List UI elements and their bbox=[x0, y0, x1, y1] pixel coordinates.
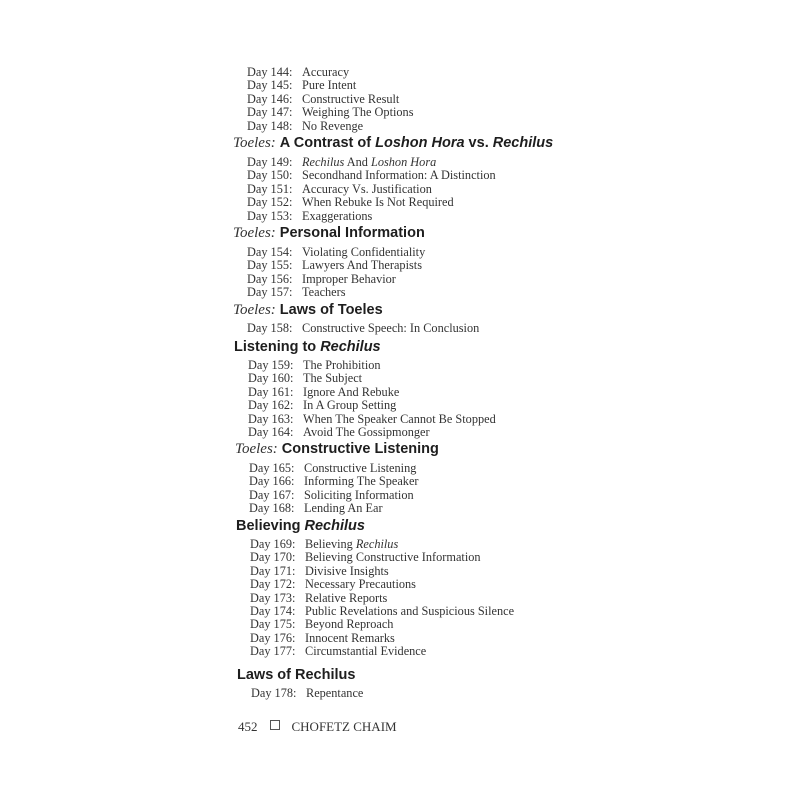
entry-title bbox=[303, 385, 399, 399]
toc-entry[interactable] bbox=[247, 93, 399, 106]
toc-entry[interactable] bbox=[249, 502, 383, 515]
toc-entry[interactable] bbox=[250, 645, 426, 658]
toc-entry[interactable] bbox=[248, 386, 399, 399]
day-number: Day 144: bbox=[247, 65, 293, 79]
text-run: Accuracy Vs. Justification bbox=[302, 181, 432, 196]
text-run: A Contrast of bbox=[279, 135, 376, 151]
text-run: vs. bbox=[464, 135, 493, 151]
text-run: Relative Reports bbox=[305, 590, 388, 605]
entry-title bbox=[305, 537, 398, 551]
entry-title bbox=[303, 358, 381, 372]
text-run: When Rebuke Is Not Required bbox=[302, 195, 454, 210]
section-heading bbox=[233, 301, 383, 319]
toc-entry[interactable] bbox=[247, 66, 349, 79]
entry-title bbox=[303, 425, 430, 439]
italic-text: Rechilus bbox=[355, 537, 399, 551]
toc-entry[interactable] bbox=[248, 372, 362, 385]
text-run: Pure Intent bbox=[302, 78, 357, 93]
italic-text: Rechilus bbox=[304, 518, 365, 534]
text-run: Laws of Toeles bbox=[279, 302, 383, 318]
section-heading bbox=[233, 224, 425, 242]
entry-title bbox=[305, 631, 395, 645]
entry-title bbox=[304, 461, 416, 475]
day-number: Day 158: bbox=[247, 321, 293, 335]
page-number: 452 bbox=[238, 719, 258, 734]
text-run: Circumstantial Evidence bbox=[305, 644, 427, 659]
text-run: Innocent Remarks bbox=[305, 630, 395, 645]
toc-entry[interactable] bbox=[249, 489, 414, 502]
day-number: Day 154: bbox=[247, 245, 293, 259]
entry-title bbox=[304, 501, 383, 515]
section-heading bbox=[235, 440, 439, 458]
text-run: In A Group Setting bbox=[303, 398, 397, 413]
section-heading bbox=[236, 517, 365, 535]
day-number: Day 177: bbox=[250, 644, 296, 659]
day-number: Day 169: bbox=[250, 537, 296, 551]
entry-title bbox=[302, 78, 356, 92]
book-title: CHOFETZ CHAIM bbox=[291, 719, 397, 734]
day-number: Day 164: bbox=[248, 425, 294, 439]
italic-text: Rechilus bbox=[302, 155, 345, 169]
toc-entry[interactable] bbox=[247, 169, 496, 182]
toc-entry[interactable] bbox=[247, 322, 479, 335]
day-number: Day 155: bbox=[247, 258, 293, 273]
text-run: No Revenge bbox=[302, 118, 364, 133]
day-number: Day 147: bbox=[247, 105, 293, 120]
section-heading bbox=[237, 666, 355, 684]
day-number: Day 163: bbox=[248, 411, 294, 426]
italic-text: Loshon Hora bbox=[371, 155, 437, 169]
day-number: Day 150: bbox=[247, 168, 293, 183]
text-run: When The Speaker Cannot Be Stopped bbox=[303, 411, 496, 426]
day-number: Day 149: bbox=[247, 155, 293, 169]
toc-entry[interactable] bbox=[248, 399, 396, 412]
text-run: The Prohibition bbox=[303, 358, 381, 372]
heading-prefix: Toeles: bbox=[233, 302, 276, 318]
text-run: Constructive Listening bbox=[281, 441, 439, 457]
entry-title bbox=[303, 412, 496, 426]
entry-title bbox=[304, 488, 414, 502]
toc-entry[interactable] bbox=[247, 156, 436, 169]
text-run: Ignore And Rebuke bbox=[303, 384, 400, 399]
toc-entry[interactable] bbox=[248, 359, 381, 372]
text-run: Listening to bbox=[234, 339, 321, 355]
text-run: Believing Constructive Information bbox=[305, 550, 481, 565]
toc-entry[interactable] bbox=[247, 106, 414, 119]
entry-title bbox=[304, 474, 419, 488]
entry-title bbox=[302, 258, 422, 272]
text-run: And bbox=[344, 155, 371, 169]
day-number: Day 166: bbox=[249, 474, 295, 489]
toc-entry[interactable] bbox=[247, 183, 432, 196]
text-run: Soliciting Information bbox=[304, 487, 414, 502]
day-number: Day 167: bbox=[249, 487, 295, 502]
entry-title bbox=[305, 644, 426, 658]
text-run: Constructive Listening bbox=[304, 461, 417, 475]
square-ornament-icon bbox=[270, 720, 280, 730]
day-number: Day 178: bbox=[251, 686, 297, 700]
entry-title bbox=[305, 564, 389, 578]
day-number: Day 171: bbox=[250, 563, 296, 578]
day-number: Day 168: bbox=[249, 501, 295, 516]
day-number: Day 172: bbox=[250, 577, 296, 592]
entry-title bbox=[302, 285, 346, 299]
entry-title bbox=[302, 92, 399, 106]
entry-title bbox=[302, 209, 372, 223]
day-number: Day 145: bbox=[247, 78, 293, 93]
text-run: Necessary Precautions bbox=[305, 577, 416, 592]
page-footer bbox=[238, 719, 397, 735]
section-heading bbox=[234, 338, 381, 356]
toc-entry[interactable] bbox=[247, 259, 422, 272]
entry-title bbox=[302, 245, 425, 259]
day-number: Day 148: bbox=[247, 118, 293, 133]
text-run: Laws of Rechilus bbox=[237, 667, 356, 683]
entry-title bbox=[302, 168, 496, 182]
day-number: Day 174: bbox=[250, 604, 296, 618]
text-run: The Subject bbox=[303, 371, 363, 386]
day-number: Day 160: bbox=[248, 371, 294, 386]
toc-entry[interactable] bbox=[247, 210, 372, 223]
text-run: Personal Information bbox=[279, 225, 425, 241]
day-number: Day 170: bbox=[250, 550, 296, 565]
toc-entry[interactable] bbox=[247, 273, 396, 286]
entry-title bbox=[303, 398, 396, 412]
text-run: Beyond Reproach bbox=[305, 617, 394, 632]
entry-title bbox=[302, 272, 396, 286]
text-run: Avoid The Gossipmonger bbox=[303, 425, 430, 439]
italic-text: Loshon Hora bbox=[375, 135, 465, 151]
entry-title bbox=[305, 591, 387, 605]
heading-prefix: Toeles: bbox=[235, 441, 278, 457]
entry-title bbox=[305, 550, 481, 564]
text-run: Improper Behavior bbox=[302, 271, 396, 286]
text-run: Accuracy bbox=[302, 65, 350, 79]
entry-title bbox=[302, 195, 454, 209]
toc-entry[interactable] bbox=[250, 592, 387, 605]
text-run: Lawyers And Therapists bbox=[302, 258, 422, 273]
text-run: Informing The Speaker bbox=[304, 474, 419, 489]
toc-entry[interactable] bbox=[248, 426, 430, 439]
day-number: Day 161: bbox=[248, 384, 294, 399]
toc-entry[interactable] bbox=[251, 687, 363, 700]
entry-title bbox=[305, 617, 393, 631]
entry-title bbox=[302, 321, 479, 335]
entry-title bbox=[303, 371, 362, 385]
text-run: Secondhand Information: A Distinction bbox=[302, 168, 496, 183]
entry-title bbox=[302, 119, 363, 133]
text-run: Lending An Ear bbox=[304, 501, 383, 516]
text-run: Divisive Insights bbox=[305, 563, 389, 578]
day-number: Day 157: bbox=[247, 285, 293, 300]
italic-text: Rechilus bbox=[492, 135, 554, 151]
italic-text: Rechilus bbox=[320, 339, 381, 355]
toc-entry[interactable] bbox=[248, 413, 496, 426]
entry-title bbox=[302, 155, 436, 169]
entry-title bbox=[302, 65, 349, 79]
text-run: Constructive Speech: In Conclusion bbox=[302, 321, 480, 335]
toc-entry[interactable] bbox=[250, 605, 514, 618]
day-number: Day 173: bbox=[250, 590, 296, 605]
toc-entry[interactable] bbox=[250, 618, 393, 631]
toc-entry[interactable] bbox=[249, 475, 419, 488]
toc-entry[interactable] bbox=[250, 551, 481, 564]
toc-entry[interactable] bbox=[249, 462, 416, 475]
text-run: Repentance bbox=[306, 686, 364, 700]
toc-entry[interactable] bbox=[250, 632, 395, 645]
heading-prefix: Toeles: bbox=[233, 225, 276, 241]
entry-title bbox=[305, 604, 514, 618]
toc-entry[interactable] bbox=[247, 246, 425, 259]
toc-entry[interactable] bbox=[247, 120, 363, 133]
entry-title bbox=[302, 182, 432, 196]
text-run: Exaggerations bbox=[302, 208, 373, 223]
text-run: Violating Confidentiality bbox=[302, 245, 426, 259]
text-run: Teachers bbox=[302, 285, 346, 300]
day-number: Day 175: bbox=[250, 617, 296, 632]
text-run: Believing bbox=[236, 518, 305, 534]
day-number: Day 165: bbox=[249, 461, 295, 475]
text-run: Public Revelations and Suspicious Silence bbox=[305, 604, 515, 618]
text-run: Weighing The Options bbox=[302, 105, 414, 120]
heading-prefix: Toeles: bbox=[233, 135, 276, 151]
day-number: Day 176: bbox=[250, 630, 296, 645]
day-number: Day 153: bbox=[247, 208, 293, 223]
text-run: Believing bbox=[305, 537, 356, 551]
day-number: Day 162: bbox=[248, 398, 294, 413]
toc-entry[interactable] bbox=[250, 538, 398, 551]
day-number: Day 156: bbox=[247, 271, 293, 286]
toc-entry[interactable] bbox=[247, 79, 356, 92]
day-number: Day 159: bbox=[248, 358, 294, 372]
toc-entry[interactable] bbox=[247, 196, 454, 209]
section-heading bbox=[233, 134, 553, 152]
entry-title bbox=[305, 577, 416, 591]
entry-title bbox=[306, 686, 363, 700]
text-run: Constructive Result bbox=[302, 91, 400, 106]
toc-entry[interactable] bbox=[250, 578, 416, 591]
toc-entry[interactable] bbox=[250, 565, 389, 578]
entry-title bbox=[302, 105, 414, 119]
toc-entry[interactable] bbox=[247, 286, 346, 299]
day-number: Day 151: bbox=[247, 181, 293, 196]
day-number: Day 152: bbox=[247, 195, 293, 210]
day-number: Day 146: bbox=[247, 91, 293, 106]
